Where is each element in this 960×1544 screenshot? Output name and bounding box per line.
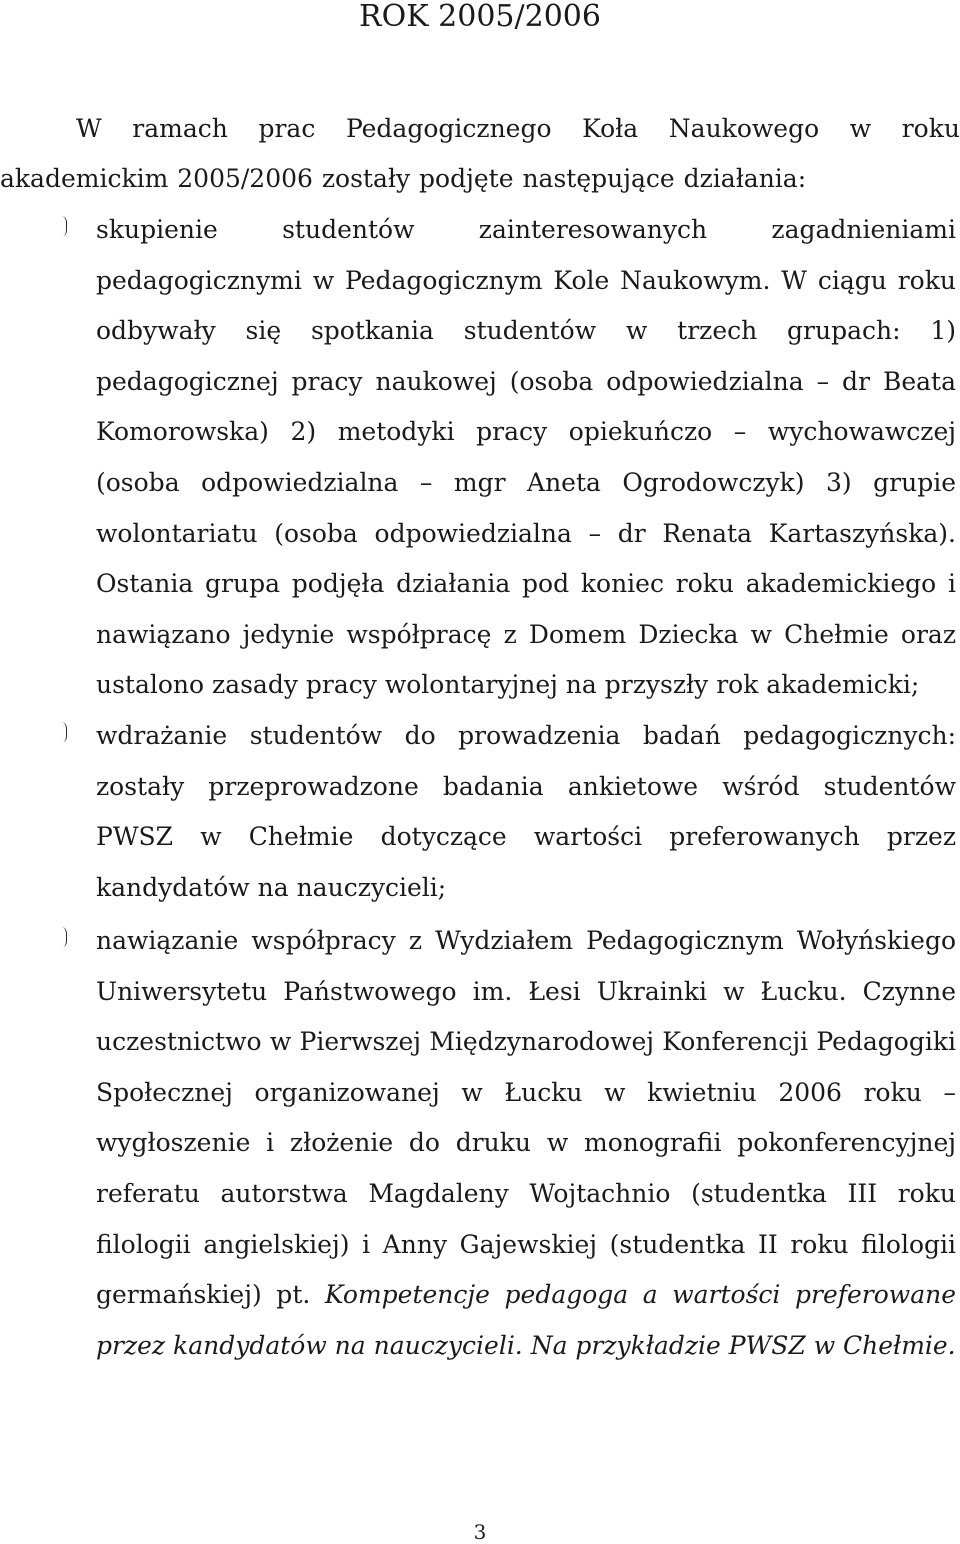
- intro-paragraph: W ramach prac Pedagogicznego Koła Naukowego w roku akademickim 2005/2006 zostały podjęte następujące działania:: [0, 114, 960, 193]
- page-number: 3: [473, 1520, 487, 1544]
- list-item-text: wdrażanie studentów do prowadzenia badań pedagogicznych: zostały przeprowadzone badania ankietowe wśród studentów PWSZ w Chełmie dotyczące wartości preferowanych przez kandydatów na nauczycieli;: [96, 721, 956, 902]
- publication-title: Kompetencje pedagoga a wartości preferowane przez kandydatów na nauczycieli. Na przykładzie PWSZ w Chełmie.: [96, 1280, 956, 1360]
- bullet-marker-icon: [60, 216, 67, 236]
- bullet-marker-icon: [60, 927, 67, 947]
- list-item-text-regular: nawiązanie współpracy z Wydziałem Pedagogicznym Wołyńskiego Uniwersytetu Państwowego im. Łesi Ukrainki w Łucku. Czynne uczestnictwo w Pierwszej Międzynarodowej Konferencji Pedagogiki Społecznej organizowanej w Łucku w kwietniu 2006 roku – wygłoszenie i złożenie do druku w monografii pokonferencyjnej referatu autorstwa Magdaleny Wojtachnio (studentka III roku filologii angielskiej) i Anny Gajewskiej (studentka II roku filologii germańskiej) pt.: [96, 926, 956, 1310]
- bullet-marker-icon: [60, 722, 67, 742]
- list-item-text: skupienie studentów zainteresowanych zagadnieniami pedagogicznymi w Pedagogicznym Kole Naukowym. W ciągu roku odbywały się spotkania studentów w trzech grupach: 1) pedagogicznej pracy naukowej (osoba odpowiedzialna – dr Beata Komorowska) 2) metodyki pracy opiekuńczo – wychowawczej (osoba odpowiedzialna – mgr Aneta Ogrodowczyk) 3) grupie wolontariatu (osoba odpowiedzialna – dr Renata Kartaszyńska). Ostania grupa podjęła działania pod koniec roku akademickiego i nawiązano jedynie współpracę z Domem Dziecka w Chełmie oraz ustalono zasady pracy wolontaryjnej na przyszły rok akademicki;: [96, 215, 956, 700]
- list-item-text: [96, 916, 956, 1371]
- page-title: ROK 2005/2006: [359, 0, 601, 34]
